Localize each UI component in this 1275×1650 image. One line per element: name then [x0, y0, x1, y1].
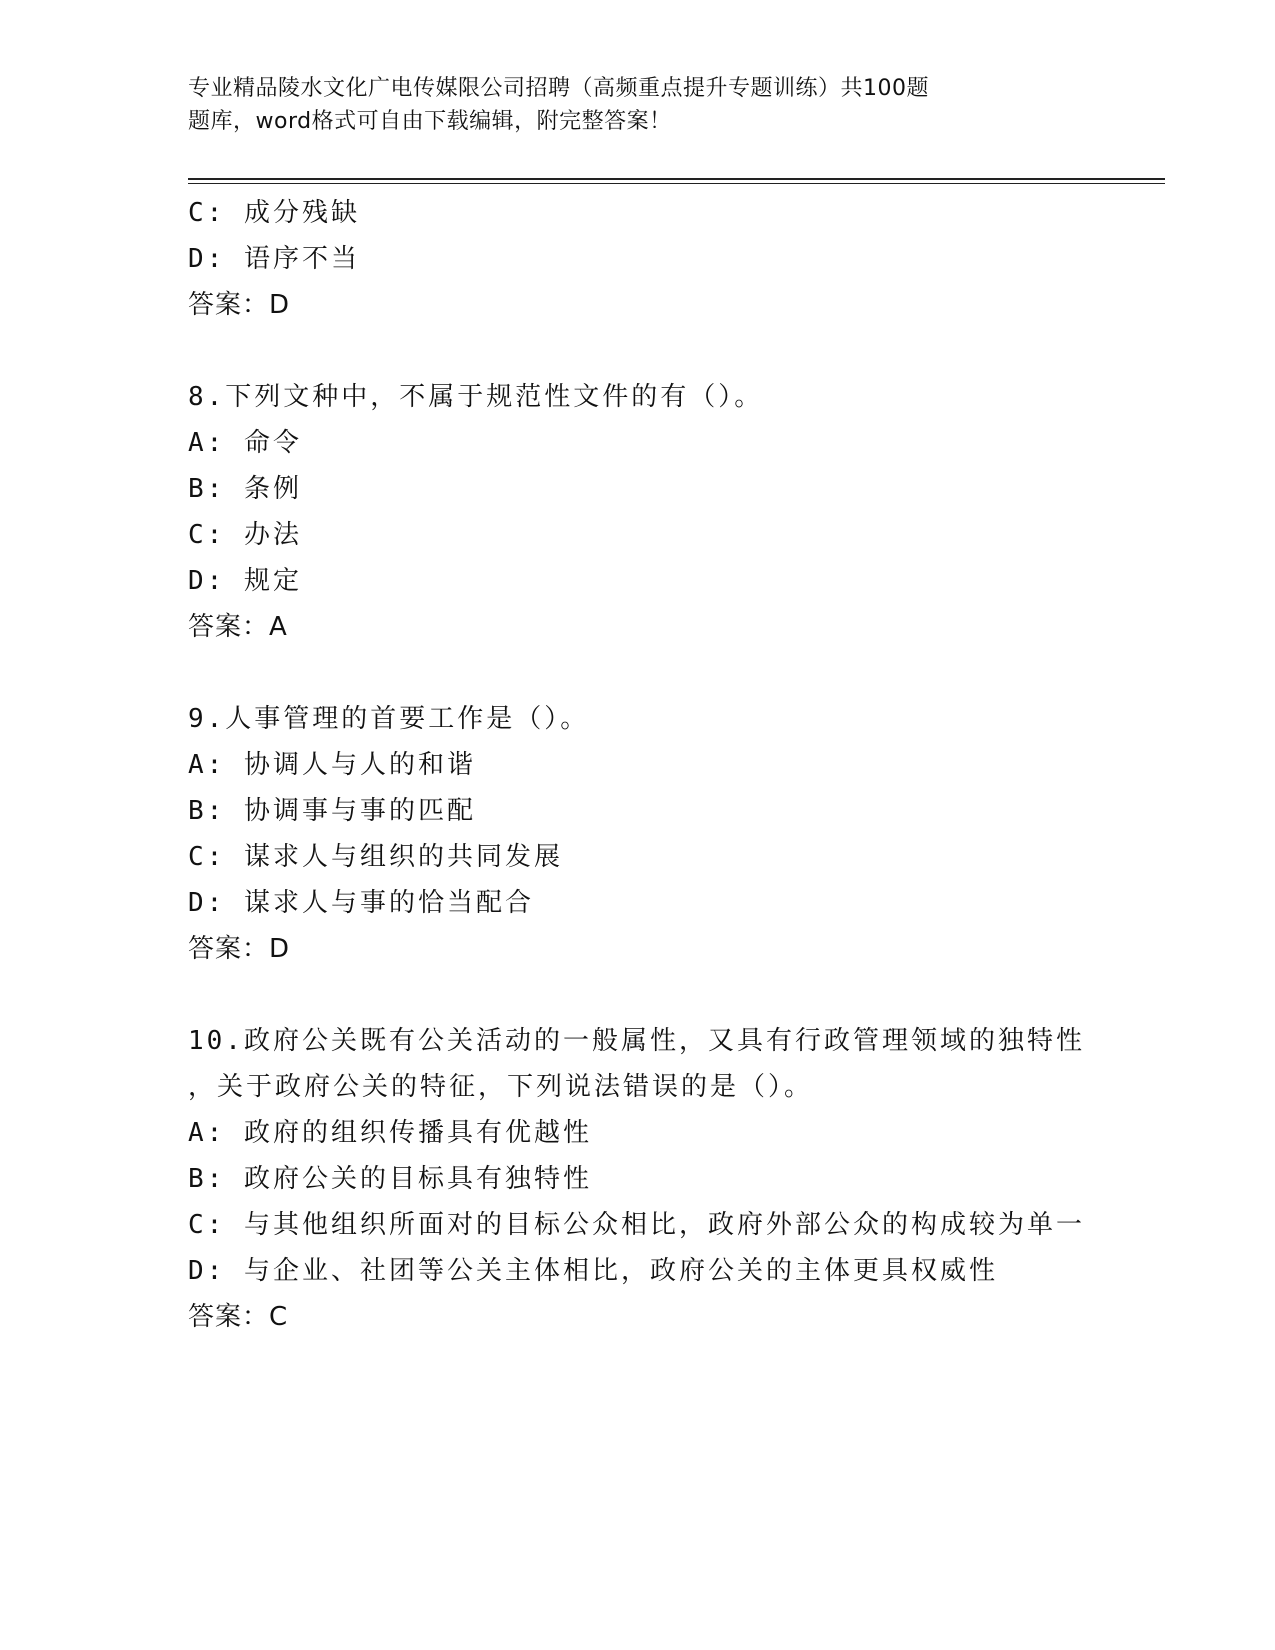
answer-line: 答案：D	[188, 934, 291, 964]
option-d: D: 与企业、社团等公关主体相比，政府公关的主体更具权威性	[188, 1256, 998, 1286]
question-stem: 8.下列文种中，不属于规范性文件的有（）。	[188, 382, 764, 412]
header-divider-thick	[188, 178, 1165, 180]
question-stem-line-2: ，关于政府公关的特征，下列说法错误的是（）。	[188, 1072, 814, 1102]
question-stem-line-1: 10.政府公关既有公关活动的一般属性，又具有行政管理领域的独特性	[188, 1026, 1085, 1056]
option-b: B: 条例	[188, 474, 302, 504]
option-b: B: 政府公关的目标具有独特性	[188, 1164, 592, 1194]
question-9	[188, 696, 1148, 972]
option-a: A: 命令	[188, 428, 302, 458]
option-a: A: 政府的组织传播具有优越性	[188, 1118, 592, 1148]
question-7-partial	[188, 190, 1148, 328]
option-b: B: 协调事与事的匹配	[188, 796, 476, 826]
question-8	[188, 374, 1148, 650]
header-title-line-2: 题库，word格式可自由下载编辑，附完整答案！	[188, 109, 672, 134]
document-header	[188, 72, 1048, 138]
question-stem: 9.人事管理的首要工作是（）。	[188, 704, 590, 734]
option-c: C: 谋求人与组织的共同发展	[188, 842, 563, 872]
option-c: C: 办法	[188, 520, 302, 550]
document-body	[188, 190, 1148, 1340]
option-d: D: 规定	[188, 566, 302, 596]
question-10	[188, 1018, 1148, 1340]
answer-line: 答案：C	[188, 1302, 289, 1332]
answer-line: 答案：D	[188, 290, 291, 320]
option-a: A: 协调人与人的和谐	[188, 750, 476, 780]
option-c: C: 成分残缺	[188, 198, 360, 228]
option-d: D: 谋求人与事的恰当配合	[188, 888, 534, 918]
header-title-line-1: 专业精品陵水文化广电传媒限公司招聘（高频重点提升专题训练）共100题	[188, 76, 929, 101]
header-divider-thin	[188, 183, 1165, 184]
answer-line: 答案：A	[188, 612, 288, 642]
option-c: C: 与其他组织所面对的目标公众相比，政府外部公众的构成较为单一	[188, 1210, 1085, 1240]
option-d: D: 语序不当	[188, 244, 360, 274]
